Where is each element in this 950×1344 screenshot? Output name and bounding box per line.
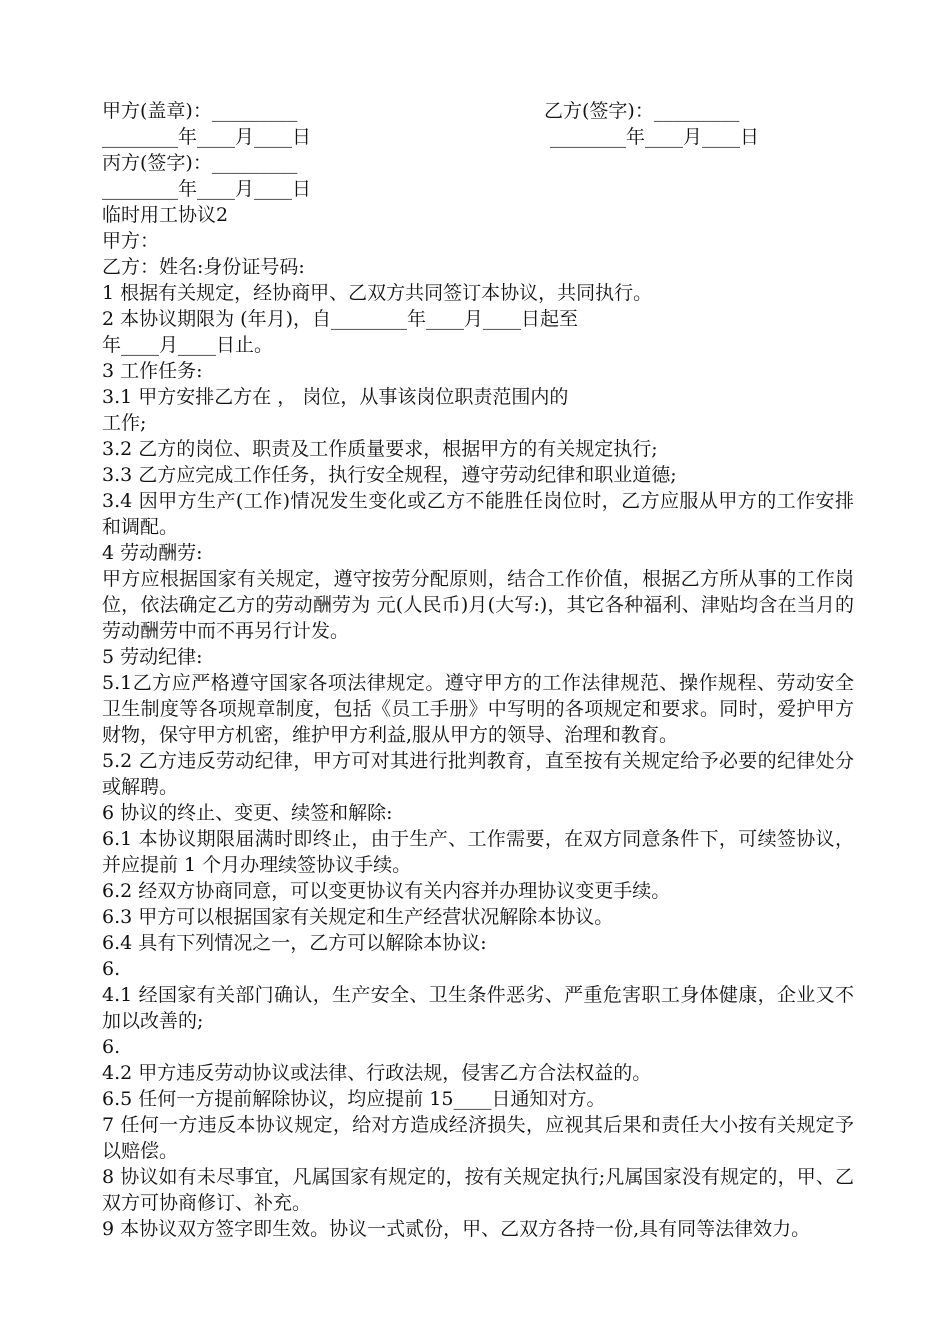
clause-3-1-line-2: 工作; (102, 412, 147, 434)
document-page (102, 98, 854, 1242)
clause-6-3: 6.3 甲方可以根据国家有关规定和生产经营状况解除本协议。 (102, 906, 614, 928)
party-c-date-line: ________年____月____日 (102, 178, 312, 200)
party-a-label: 甲方： (102, 230, 160, 252)
clause-5-2: 5.2 乙方违反劳动纪律，甲方可对其进行批判教育，直至按有关规定给予必要的纪律处分或解聘。 (102, 750, 854, 798)
signature-row-4 (102, 176, 854, 202)
clause-5-heading: 5 劳动纪律: (102, 646, 203, 668)
clause-6-fragment-2: 6. (102, 1036, 121, 1058)
clause-4-1: 4.1 经国家有关部门确认，生产安全、卫生条件恶劣、严重危害职工身体健康，企业又不加以改善的; (102, 984, 854, 1032)
clause-8: 8 协议如有未尽事宜，凡属国家有规定的，按有关规定执行;凡属国家没有规定的，甲、乙双方可协商修订、补充。 (102, 1166, 854, 1214)
party-a-seal-line: 甲方(盖章)：_________ (102, 100, 298, 122)
party-b-signature-line: 乙方(签字)：_________ (544, 100, 740, 122)
clause-4-text: 甲方应根据国家有关规定，遵守按劳分配原则，结合工作价值，根据乙方所从事的工作岗位，依法确定乙方的劳动酬劳为 元(人民币)月(大写:)，其它各种福利、津贴均含在当月的劳动酬劳中而不再另行计发。 (102, 568, 854, 642)
clause-3-2: 3.2 乙方的岗位、职责及工作质量要求，根据甲方的有关规定执行; (102, 438, 658, 460)
clause-6-heading: 6 协议的终止、变更、续签和解除: (102, 802, 393, 824)
party-b-label: 乙方：姓名:身份证号码: (102, 256, 305, 278)
clause-6-5: 6.5 任何一方提前解除协议，均应提前 15____日通知对方。 (102, 1088, 606, 1110)
clause-4-2: 4.2 甲方违反劳动协议或法律、行政法规，侵害乙方合法权益的。 (102, 1062, 652, 1084)
clause-5-1: 5.1乙方应严格遵守国家各项法律规定。遵守甲方的工作法律规范、操作规程、劳动安全卫生制度等各项规章制度，包括《员工手册》中写明的各项规定和要求。同时，爱护甲方财物，保守甲方机密，维护甲方利益,服从甲方的领导、治理和教育。 (102, 672, 854, 746)
clause-3-heading: 3 工作任务: (102, 360, 203, 382)
clause-6-2: 6.2 经双方协商同意，可以变更协议有关内容并办理协议变更手续。 (102, 880, 671, 902)
party-c-signature-line: 丙方(签字)：_________ (102, 152, 298, 174)
signature-row-2 (102, 124, 854, 150)
clause-3-3: 3.3 乙方应完成工作任务，执行安全规程，遵守劳动纪律和职业道德; (102, 464, 677, 486)
party-b-date-line: ________年____月____日 (544, 126, 760, 148)
signature-row-1 (102, 98, 854, 124)
clause-2-line-1: 2 本协议期限为 (年月)，自________年____月____日起至 (102, 308, 578, 330)
clause-7: 7 任何一方违反本协议规定，给对方造成经济损失，应视其后果和责任大小按有关规定予以赔偿。 (102, 1114, 854, 1162)
signature-row-3 (102, 150, 854, 176)
document-title: 临时用工协议2 (102, 204, 229, 226)
clause-1: 1 根据有关规定，经协商甲、乙双方共同签订本协议，共同执行。 (102, 282, 653, 304)
clause-4-heading: 4 劳动酬劳: (102, 542, 203, 564)
clause-2-line-2: 年____月____日止。 (102, 334, 274, 356)
clause-3-4: 3.4 因甲方生产(工作)情况发生变化或乙方不能胜任岗位时，乙方应服从甲方的工作安排和调配。 (102, 490, 854, 538)
clause-6-4: 6.4 具有下列情况之一，乙方可以解除本协议: (102, 932, 487, 954)
clause-3-1-line-1: 3.1 甲方安排乙方在 ， 岗位，从事该岗位职责范围内的 (102, 386, 569, 408)
party-a-date-line: ________年____月____日 (102, 126, 312, 148)
clause-9: 9 本协议双方签字即生效。协议一式贰份，甲、乙双方各持一份,具有同等法律效力。 (102, 1218, 811, 1240)
clause-6-1: 6.1 本协议期限届满时即终止，由于生产、工作需要，在双方同意条件下，可续签协议，并应提前 1 个月办理续签协议手续。 (102, 828, 854, 876)
clause-6-fragment-1: 6. (102, 958, 121, 980)
